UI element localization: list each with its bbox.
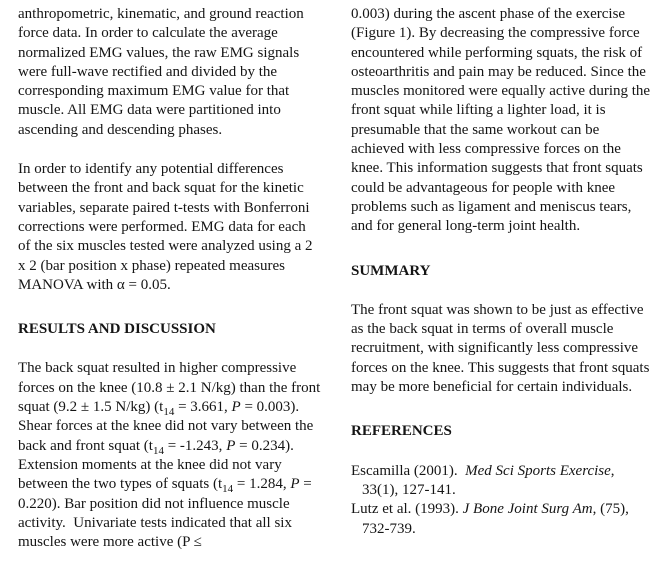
reference-item: [351, 500, 653, 539]
paragraph: [18, 5, 321, 140]
section-heading: REFERENCES: [351, 423, 452, 440]
right-column: [351, 5, 653, 539]
text-run: Escamilla (2001).: [351, 462, 466, 479]
text-run: = 1.284,: [233, 476, 291, 493]
italic-text: P: [226, 437, 236, 454]
text-run: 0.003) during the ascent phase of the exercise (Figure 1). By decreasing the compressive force encountered while performing squats, the risk of osteoarthritis and pain may be reduced. Since the muscles monitored were equally active during the front squat while lifting a lighter load, it is presumable that the same workout can be achieved with less compressive forces on the knee. This information suggests that front squats could be advantageous for people with knee problems such as ligament and meniscus tears, and for general long-term joint health.: [351, 6, 651, 235]
text-run: = 3.661,: [174, 399, 232, 416]
subscript-text: 14: [163, 406, 175, 419]
text-run: = 0.234). Extension moments at the knee did not vary between the two types of squats (t: [18, 437, 294, 493]
section-heading: SUMMARY: [351, 262, 431, 279]
subscript-text: 14: [152, 444, 164, 457]
italic-text: J Bone Joint Surg Am: [462, 501, 593, 518]
paragraph: [351, 301, 653, 397]
section-heading: RESULTS AND DISCUSSION: [18, 321, 216, 338]
subscript-text: 14: [222, 483, 234, 496]
text-run: Lutz et al. (1993).: [351, 501, 463, 518]
text-run: , (75), 732-739.: [362, 501, 629, 537]
text-run: The back squat resulted in higher compressive forces on the knee (10.8 ± 2.1 N/kg) than the front squat (9.2 ± 1.5 N/kg) (t: [18, 360, 321, 416]
reference-item: [351, 462, 653, 501]
text-run: = 0.220). Bar position did not influence muscle activity. Univariate tests indicated that all six muscles were more active (P ≤: [18, 476, 312, 551]
text-run: , 33(1), 127-141.: [362, 462, 615, 498]
paragraph: [18, 160, 321, 295]
text-run: = -1.243,: [163, 437, 227, 454]
left-column: [18, 5, 321, 572]
paragraph: [351, 5, 653, 237]
text-run: The front squat was shown to be just as effective as the back squat in terms of overall muscle recruitment, with significantly less compressive forces on the knee. This suggests that front squats may be more beneficial for certain individuals.: [351, 301, 650, 396]
italic-text: Med Sci Sports Exercise: [465, 462, 611, 479]
paragraph: [18, 359, 321, 552]
text-run: anthropometric, kinematic, and ground reaction force data. In order to calculate the average normalized EMG values, the raw EMG signals were full-wave rectified and divided by the corresponding maximum EMG value for that muscle. All EMG data were partitioned into ascending and descending phases.: [18, 6, 304, 138]
text-run: = 0.003). Shear forces at the knee did not vary between the back and front squat (t: [18, 399, 314, 454]
italic-text: P: [290, 476, 300, 493]
italic-text: P: [231, 399, 241, 416]
text-run: In order to identify any potential differences between the front and back squat for the kinetic variables, separate paired t-tests with Bonferroni corrections were performed. EMG data for each of the six muscles tested were analyzed using a 2 x 2 (bar position x phase) repeated measures MANOVA with α = 0.05.: [18, 161, 313, 293]
